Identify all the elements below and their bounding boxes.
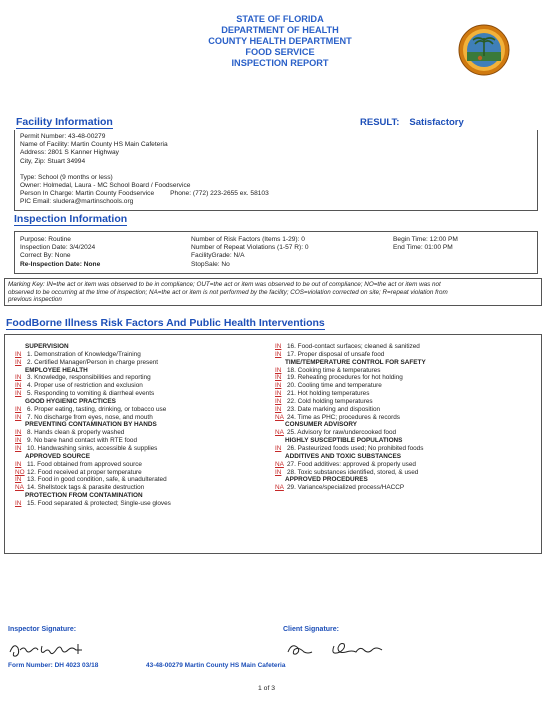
repeat-violations: Number of Repeat Violations (1-57 R): 0 [191, 244, 309, 252]
item-text: 15. Food separated & protected; Single-use gloves [27, 499, 171, 507]
facility-name: Name of Facility: Martin County HS Main Cafeteria [20, 141, 168, 149]
compliance-status: IN [15, 350, 22, 358]
item-text: 21. Hot holding temperatures [287, 390, 370, 398]
header-line: DEPARTMENT OF HEALTH [221, 25, 339, 35]
item-text: 14. Shellstock tags & parasite destruction [27, 484, 145, 492]
correct-by: Correct By: None [20, 252, 71, 260]
compliance-status: IN [275, 366, 282, 374]
violation-item [11, 484, 171, 492]
compliance-status: NA [275, 460, 284, 468]
violation-item [11, 390, 171, 398]
violation-item [11, 351, 171, 359]
item-text: 9. No bare hand contact with RTE food [27, 437, 138, 445]
violation-item [271, 390, 426, 398]
item-text: 16. Food-contact surfaces; cleaned & sanitized [287, 343, 420, 350]
violation-item [11, 437, 171, 445]
compliance-status: IN [15, 460, 22, 468]
compliance-status: IN [15, 437, 22, 445]
category-heading: PREVENTING CONTAMINATION BY HANDS [25, 421, 157, 429]
compliance-status: IN [275, 468, 282, 476]
item-text: 8. Hands clean & properly washed [27, 429, 125, 437]
result-label: RESULT: [360, 117, 400, 128]
compliance-status: IN [15, 390, 22, 398]
compliance-status: IN [15, 358, 22, 366]
inspector-signature-label: Inspector Signature: [8, 626, 77, 633]
item-text: 13. Food in good condition, safe, & unadulterated [27, 476, 167, 484]
violation-item [271, 445, 426, 453]
stop-sale: StopSale: No [191, 260, 230, 268]
facility-section-title: Facility Information [16, 116, 113, 128]
compliance-status: IN [275, 343, 282, 350]
marking-key-line: Marking Key: IN=the act or item was observed to be in compliance; OUT=the act or item was observed to be out of compliance; NO=the act or item was not [8, 281, 441, 288]
facility-type: Type: School (9 months or less) [20, 173, 113, 181]
category-heading: EMPLOYEE HEALTH [25, 366, 88, 374]
item-text: 6. Proper eating, tasting, drinking, or tobacco use [27, 405, 167, 413]
person-in-charge: Person In Charge: Martin County Foodservice Phone: (772) 223-2655 ex. 58103 [20, 190, 269, 198]
violation-item [271, 484, 426, 492]
violation-item [11, 476, 171, 484]
end-time: End Time: 01:00 PM [393, 244, 453, 252]
compliance-status: IN [275, 374, 282, 382]
violation-item [11, 406, 171, 414]
compliance-status: IN [275, 350, 282, 358]
compliance-status: IN [15, 413, 22, 421]
category-heading: PROTECTION FROM CONTAMINATION [25, 492, 143, 500]
item-text: 3. Knowledge, responsibilities and reporting [27, 374, 151, 382]
facility-address: Address: 2801 S Kanner Highway [20, 149, 119, 157]
compliance-status: IN [275, 405, 282, 413]
item-text: 28. Toxic substances identified, stored, & used [287, 468, 419, 476]
compliance-status: IN [15, 444, 22, 452]
violation-item [11, 469, 171, 477]
item-text: 22. Cold holding temperatures [287, 397, 373, 405]
violation-item [271, 343, 426, 351]
header-line: FOOD SERVICE [245, 47, 315, 57]
foodborne-section-title: FoodBorne Illness Risk Factors And Public Health Interventions [6, 317, 325, 329]
marking-key-box [4, 278, 542, 306]
risk-factors: Number of Risk Factors (Items 1-29): 0 [191, 236, 305, 243]
marking-key-line: previous inspection [8, 296, 62, 304]
foodborne-right-column [271, 343, 426, 492]
category-heading: SUPERVISION [25, 343, 69, 350]
client-signature-label: Client Signature: [283, 626, 340, 633]
page-number: 1 of 3 [258, 685, 276, 692]
compliance-status: NO [15, 468, 25, 476]
header-line: STATE OF FLORIDA [236, 14, 324, 24]
violation-item [11, 445, 171, 453]
compliance-status: IN [15, 499, 22, 507]
item-text: 25. Advisory for raw/undercooked food [287, 429, 397, 437]
facility-owner: Owner: Holmedal, Laura - MC School Board / Foodservice [20, 182, 191, 190]
violation-item [11, 382, 171, 390]
inspection-result [360, 117, 464, 128]
violation-item [11, 374, 171, 382]
foodborne-box [4, 334, 542, 554]
compliance-status: NA [275, 429, 284, 437]
begin-time: Begin Time: 12:00 PM [393, 236, 458, 243]
compliance-status: NA [275, 484, 284, 492]
reinspection-date: Re-Inspection Date: None [20, 260, 101, 268]
violation-item [271, 469, 426, 477]
item-text: 24. Time as PHC; procedures & records [287, 413, 400, 421]
violation-item [271, 461, 426, 469]
category-heading: HIGHLY SUSCEPTIBLE POPULATIONS [285, 437, 403, 445]
compliance-status: IN [15, 476, 22, 484]
item-text: 1. Demonstration of Knowledge/Training [27, 350, 141, 358]
facility-box [14, 130, 538, 211]
violation-item [11, 414, 171, 422]
purpose: Purpose: Routine [20, 236, 71, 243]
compliance-status: IN [275, 397, 282, 405]
inspection-box [14, 231, 538, 274]
item-text: 10. Handwashing sinks, accessible & supplies [27, 444, 158, 452]
item-text: 19. Reheating procedures for hot holding [287, 374, 403, 382]
header-line: COUNTY HEALTH DEPARTMENT [208, 36, 352, 46]
violation-item [271, 398, 426, 406]
report-header [140, 14, 420, 69]
item-text: 5. Responding to vomiting & diarrheal events [27, 390, 155, 398]
result-value: Satisfactory [409, 117, 464, 128]
item-text: 27. Food additives: approved & properly used [287, 460, 416, 468]
compliance-status: IN [275, 390, 282, 398]
inspection-section-title: Inspection Information [14, 213, 128, 225]
compliance-status: IN [275, 444, 282, 452]
violation-item [11, 500, 171, 508]
facility-city: City, Zip: Stuart 34994 [20, 157, 86, 165]
violation-item [271, 367, 426, 375]
violation-item [11, 429, 171, 437]
compliance-status: NA [275, 413, 284, 421]
item-text: 17. Proper disposal of unsafe food [287, 350, 385, 358]
violation-item [271, 429, 426, 437]
category-heading: ADDITIVES AND TOXIC SUBSTANCES [285, 452, 401, 460]
violation-item [271, 351, 426, 359]
violation-item [11, 461, 171, 469]
compliance-status: IN [15, 382, 22, 390]
violation-item [271, 406, 426, 414]
marking-key-line: observed to be occurring at the time of inspection; NA=the act or item is not performed by the facility; COS=violation corrected on site; R=repeat violation from [8, 288, 448, 296]
category-heading: GOOD HYGIENIC PRACTICES [25, 397, 116, 405]
item-text: 20. Cooling time and temperature [287, 382, 382, 390]
pic-email: PIC Email: sludera@martinschools.org [20, 198, 134, 206]
violation-item [271, 414, 426, 422]
compliance-status: IN [15, 429, 22, 437]
compliance-status: IN [15, 374, 22, 382]
foodborne-left-column [11, 343, 171, 508]
compliance-status: NA [15, 484, 24, 492]
form-number: Form Number: DH 4023 03/18 [8, 662, 99, 669]
item-text: 2. Certified Manager/Person in charge present [27, 358, 159, 366]
item-text: 4. Proper use of restriction and exclusion [27, 382, 143, 390]
category-heading: APPROVED PROCEDURES [285, 476, 368, 484]
facility-grade: FacilityGrade: N/A [191, 252, 245, 260]
header-line: INSPECTION REPORT [231, 58, 329, 68]
item-text: 23. Date marking and disposition [287, 405, 381, 413]
item-text: 12. Food received at proper temperature [27, 468, 142, 476]
violation-item [271, 374, 426, 382]
phone: Phone: (772) 223-2655 ex. 58103 [170, 190, 269, 198]
compliance-status: IN [15, 405, 22, 413]
item-text: 18. Cooking time & temperatures [287, 366, 381, 374]
category-heading: CONSUMER ADVISORY [285, 421, 357, 429]
inspection-date: Inspection Date: 3/4/2024 [20, 244, 96, 252]
category-heading: TIME/TEMPERATURE CONTROL FOR SAFETY [285, 358, 426, 366]
client-signature [284, 638, 394, 660]
inspector-signature [8, 638, 108, 660]
florida-state-seal-icon [458, 24, 510, 76]
violation-item [11, 359, 171, 367]
compliance-status: IN [275, 382, 282, 390]
permit-number: Permit Number: 43-48-00279 [20, 133, 106, 140]
violation-item [271, 382, 426, 390]
item-text: 26. Pasteurized foods used; No prohibited foods [287, 444, 424, 452]
footer-permit-facility: 43-48-00279 Martin County HS Main Cafeteria [146, 662, 286, 669]
item-text: 29. Variance/specialized process/HACCP [287, 484, 405, 492]
item-text: 11. Food obtained from approved source [27, 460, 142, 468]
category-heading: APPROVED SOURCE [25, 452, 90, 460]
item-text: 7. No discharge from eyes, nose, and mouth [27, 413, 153, 421]
